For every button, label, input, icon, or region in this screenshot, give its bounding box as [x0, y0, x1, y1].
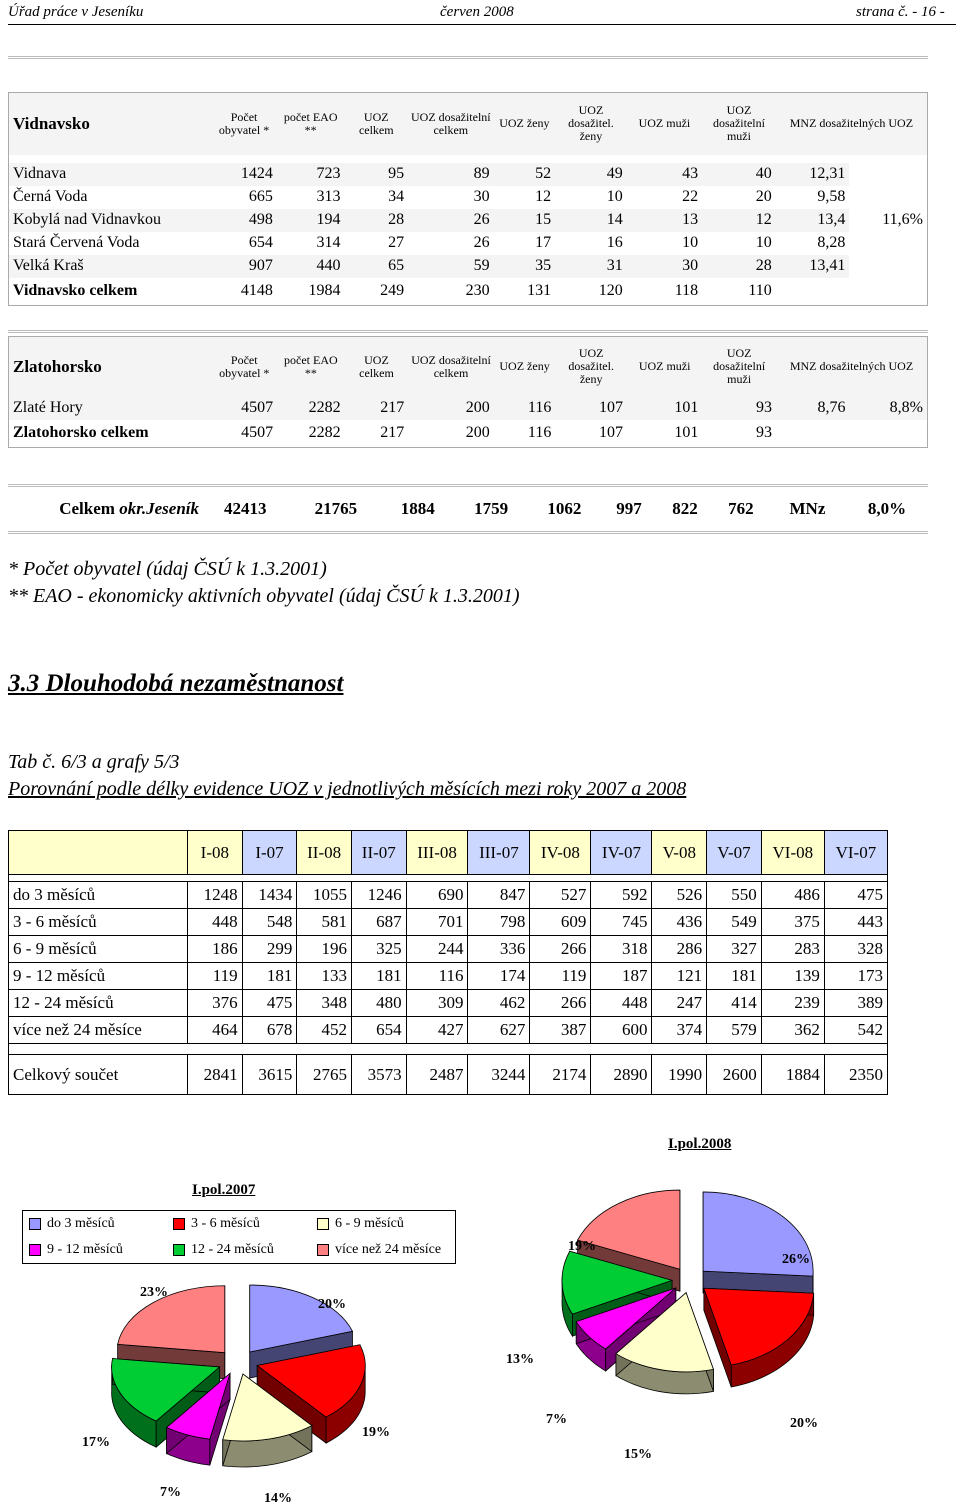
cell: 8,28 [817, 234, 846, 251]
cell: 249 [380, 282, 405, 300]
note-population: * Počet obyvatel (údaj ČSÚ k 1.3.2001) [8, 558, 327, 580]
col-uoz-women: UOZ ženy [499, 359, 550, 374]
cell: 101 [674, 424, 699, 442]
cell: 10 [682, 234, 699, 251]
cell: 89 [473, 165, 490, 182]
cell: 348 [297, 990, 352, 1017]
cell: 314 [316, 234, 341, 251]
cell: 627 [468, 1017, 530, 1044]
pie-data-label: 7% [160, 1485, 181, 1500]
pie-slice [704, 1288, 814, 1387]
col-header: IV-07 [591, 831, 652, 875]
cell: 119 [530, 963, 591, 990]
cell: 475 [242, 990, 297, 1017]
cell: 95 [388, 165, 405, 182]
legend-label: 3 - 6 měsíců [191, 1216, 260, 1231]
cell: 43 [682, 165, 699, 182]
cell: 997 [616, 499, 642, 518]
cell: 34 [388, 188, 405, 205]
cell: 579 [707, 1017, 762, 1044]
col-mnz: MNZ dosažitelných UOZ [789, 116, 914, 131]
cell: 239 [761, 990, 824, 1017]
cell: 1884 [400, 499, 435, 518]
cell: 121 [652, 963, 707, 990]
row-label: 3 - 6 měsíců [9, 909, 188, 936]
cell: 8,8% [889, 399, 923, 416]
cell: 230 [465, 282, 490, 300]
vidnavsko-header-row [9, 93, 928, 155]
col-header: V-08 [652, 831, 707, 875]
table-ref: Tab č. 6/3 a grafy 5/3 [8, 751, 180, 773]
cell: 181 [707, 963, 762, 990]
header-page: strana č. - 16 - [856, 4, 945, 20]
pie-data-label: 23% [140, 1285, 168, 1300]
cell: 687 [351, 909, 406, 936]
vidnavsko-table [8, 92, 928, 306]
cell: 4507 [241, 424, 274, 442]
cell: 723 [316, 165, 341, 182]
col-uoz-avail-men: UOZ dosažitelní muži [712, 103, 765, 144]
row-label: do 3 měsíců [9, 882, 188, 909]
cell: 328 [824, 936, 887, 963]
cell: 486 [761, 882, 824, 909]
cell: 1424 [240, 165, 273, 182]
cell: 654 [351, 1017, 406, 1044]
cell: 1246 [351, 882, 406, 909]
cell: 1884 [761, 1055, 824, 1095]
cell: 1984 [308, 282, 341, 300]
pie-data-label: 20% [318, 1297, 346, 1312]
cell: 4507 [241, 399, 274, 416]
cell: 107 [598, 399, 623, 416]
note-eao: ** EAO - ekonomicky aktivních obyvatel (údaj ČSÚ k 1.3.2001) [8, 585, 520, 607]
cell: 299 [242, 936, 297, 963]
row-label: Zlatohorsko celkem [13, 424, 149, 442]
cell: 313 [316, 188, 341, 205]
cell: 1062 [547, 499, 582, 518]
table-row [9, 963, 888, 990]
cell: 443 [824, 909, 887, 936]
cell: 4148 [240, 282, 273, 300]
cell: 452 [297, 1017, 352, 1044]
pie-data-label: 26% [782, 1252, 810, 1267]
col-mnz: MNZ dosažitelných UOZ [789, 359, 914, 374]
row-label: Kobylá nad Vidnavkou [13, 211, 162, 228]
table-row [9, 990, 888, 1017]
cell: 527 [530, 882, 591, 909]
cell: 798 [468, 909, 530, 936]
zlatohorsko-header-row [9, 337, 928, 397]
legend-label: 12 - 24 měsíců [191, 1242, 274, 1257]
cell: 389 [824, 990, 887, 1017]
cell: 462 [468, 990, 530, 1017]
cell: 3573 [351, 1055, 406, 1095]
cell: 2890 [591, 1055, 652, 1095]
col-population: Počet obyvatel * [219, 352, 270, 380]
pie-data-label: 7% [546, 1412, 567, 1427]
cell: 3244 [468, 1055, 530, 1095]
row-label: 12 - 24 měsíců [9, 990, 188, 1017]
cell: 20 [755, 188, 772, 205]
row-label: 9 - 12 měsíců [9, 963, 188, 990]
cell: 8,76 [817, 399, 846, 416]
cell: 464 [188, 1017, 243, 1044]
cell: 131 [527, 282, 552, 300]
cell: 2841 [188, 1055, 243, 1095]
col-header: III-07 [468, 831, 530, 875]
cell: 2174 [530, 1055, 591, 1095]
legend-label: do 3 měsíců [47, 1216, 115, 1231]
cell: 101 [674, 399, 699, 416]
total-row [9, 278, 928, 306]
duration-header-row [9, 831, 888, 875]
cell: 13 [682, 211, 699, 228]
cell: 30 [682, 257, 699, 274]
chart-title-2008: I.pol.2008 [668, 1136, 732, 1152]
pie-data-label: 20% [790, 1416, 818, 1431]
cell: 440 [316, 257, 341, 274]
col-header: I-08 [188, 831, 243, 875]
cell: 362 [761, 1017, 824, 1044]
pie-data-label: 17% [82, 1435, 110, 1450]
col-header: I-07 [242, 831, 297, 875]
cell: 376 [188, 990, 243, 1017]
section-title: 3.3 Dlouhodobá nezaměstnanost [8, 670, 344, 697]
cell: 548 [242, 909, 297, 936]
cell: 17 [535, 234, 552, 251]
cell: 116 [527, 399, 552, 416]
cell: 1248 [188, 882, 243, 909]
cell: 217 [380, 399, 405, 416]
cell: 26 [473, 211, 490, 228]
cell: 822 [672, 499, 698, 518]
cell: 30 [473, 188, 490, 205]
okres-total-table [8, 484, 928, 534]
cell: 12,31 [809, 165, 846, 182]
cell: 26 [473, 234, 490, 251]
okres-label [8, 486, 200, 533]
cell: 118 [674, 282, 699, 300]
table-row [9, 882, 888, 909]
cell: 266 [530, 990, 591, 1017]
rule [8, 330, 928, 333]
cell: 15 [535, 211, 552, 228]
cell: 13,4 [817, 211, 846, 228]
cell: 3615 [242, 1055, 297, 1095]
table-title: Porovnání podle délky evidence UOZ v jednotlivých měsících mezi roky 2007 a 2008 [8, 778, 687, 800]
cell: 173 [824, 963, 887, 990]
cell: 12 [535, 188, 552, 205]
cell: 120 [598, 282, 623, 300]
cell: 526 [652, 882, 707, 909]
okres-label-b: okr.Jeseník [119, 499, 199, 518]
table-row [9, 909, 888, 936]
cell: 49 [606, 165, 623, 182]
cell: 847 [468, 882, 530, 909]
col-uoz-avail: UOZ dosažitelní celkem [410, 109, 491, 137]
cell: 907 [248, 257, 273, 274]
cell: 690 [406, 882, 468, 909]
cell: 325 [351, 936, 406, 963]
cell: 28 [388, 211, 405, 228]
cell: 475 [824, 882, 887, 909]
total-row [9, 420, 928, 448]
pie-data-label: 19% [568, 1239, 596, 1254]
duration-table [8, 830, 888, 1095]
cell: 592 [591, 882, 652, 909]
pie-data-label: 14% [264, 1491, 292, 1506]
cell: 762 [728, 499, 754, 518]
cell: 181 [351, 963, 406, 990]
legend-label: více než 24 měsíce [335, 1242, 442, 1257]
cell: 244 [406, 936, 468, 963]
zlatohorsko-title: Zlatohorsko [13, 356, 102, 376]
cell: 28 [755, 257, 772, 274]
cell: 542 [824, 1017, 887, 1044]
cell: 133 [297, 963, 352, 990]
col-uoz-avail-women: UOZ dosažitel. ženy [568, 103, 614, 144]
cell: 448 [188, 909, 243, 936]
zlatohorsko-table [8, 336, 928, 448]
cell: 93 [756, 399, 773, 416]
cell: 2487 [406, 1055, 468, 1095]
cell: 1990 [652, 1055, 707, 1095]
col-uoz-total: UOZ celkem [358, 109, 394, 137]
col-eao: počet EAO ** [284, 352, 338, 380]
cell: 59 [473, 257, 490, 274]
cell: 327 [707, 936, 762, 963]
cell: 2350 [824, 1055, 887, 1095]
row-label: Stará Červená Voda [13, 234, 140, 251]
cell: 549 [707, 909, 762, 936]
cell: 309 [406, 990, 468, 1017]
cell: 12 [755, 211, 772, 228]
cell: 283 [761, 936, 824, 963]
legend-label: 6 - 9 měsíců [335, 1216, 404, 1231]
col-header: II-07 [351, 831, 406, 875]
corner-cell [9, 831, 188, 875]
cell: 200 [465, 424, 490, 442]
table-row [9, 1017, 888, 1044]
okres-total-row [8, 486, 928, 533]
col-header: VI-07 [824, 831, 887, 875]
cell: 609 [530, 909, 591, 936]
cell: 1434 [242, 882, 297, 909]
duration-total-row [9, 1055, 888, 1095]
table-row [9, 209, 928, 232]
row-label: 6 - 9 měsíců [9, 936, 188, 963]
table-row [9, 936, 888, 963]
cell: 318 [591, 936, 652, 963]
row-label: Velká Kraš [13, 257, 84, 274]
cell: 436 [652, 909, 707, 936]
cell: 375 [761, 909, 824, 936]
legend-label: 9 - 12 měsíců [47, 1242, 123, 1257]
cell: 374 [652, 1017, 707, 1044]
table-row [9, 397, 928, 420]
row-label: Vidnava [13, 165, 67, 182]
cell: 336 [468, 936, 530, 963]
vidnavsko-title: Vidnavsko [13, 113, 90, 133]
cell: 174 [468, 963, 530, 990]
cell: 110 [748, 282, 772, 300]
col-uoz-women: UOZ ženy [499, 116, 550, 131]
col-header: IV-08 [530, 831, 591, 875]
cell: 186 [188, 936, 243, 963]
col-header: III-08 [406, 831, 468, 875]
okres-rate: 8,0% [867, 499, 907, 518]
pie-slice [703, 1192, 813, 1298]
table-row [9, 186, 928, 209]
pie-data-label: 15% [624, 1447, 652, 1462]
col-header: II-08 [297, 831, 352, 875]
cell: 93 [756, 424, 773, 442]
cell: 600 [591, 1017, 652, 1044]
pie-data-label: 19% [362, 1425, 390, 1440]
header-office: Úřad práce v Jeseníku [8, 4, 144, 20]
cell: 217 [380, 424, 405, 442]
cell: 414 [707, 990, 762, 1017]
cell: 498 [248, 211, 273, 228]
cell: 10 [755, 234, 772, 251]
cell: 40 [755, 165, 772, 182]
cell: 21765 [314, 499, 358, 518]
header-date: červen 2008 [440, 4, 514, 20]
col-uoz-total: UOZ celkem [359, 352, 394, 380]
cell: 2765 [297, 1055, 352, 1095]
cell: 187 [591, 963, 652, 990]
cell: 52 [535, 165, 552, 182]
cell: 42413 [224, 499, 267, 518]
cell: 116 [406, 963, 468, 990]
cell: 266 [530, 936, 591, 963]
cell: 387 [530, 1017, 591, 1044]
cell: 480 [351, 990, 406, 1017]
cell: 247 [652, 990, 707, 1017]
cell: 116 [527, 424, 552, 442]
cell: 22 [682, 188, 699, 205]
cell: 181 [242, 963, 297, 990]
cell: 2282 [308, 399, 341, 416]
table-row [9, 163, 928, 186]
cell: 14 [606, 211, 623, 228]
col-population: Počet obyvatel * [218, 109, 270, 137]
cell: 194 [316, 211, 341, 228]
table-row [9, 232, 928, 255]
cell: 9,58 [817, 188, 846, 205]
cell: 581 [297, 909, 352, 936]
cell: 10 [606, 188, 623, 205]
cell: 448 [591, 990, 652, 1017]
cell: 107 [598, 424, 623, 442]
rule [8, 56, 928, 59]
cell: 35 [535, 257, 552, 274]
col-header: V-07 [707, 831, 762, 875]
cell: 13,41 [809, 257, 846, 274]
cell: 139 [761, 963, 824, 990]
row-label: Vidnavsko celkem [13, 282, 138, 300]
col-uoz-men: UOZ muži [638, 359, 691, 374]
cell: 2600 [707, 1055, 762, 1095]
cell: 678 [242, 1017, 297, 1044]
cell: 200 [465, 399, 490, 416]
cell: 550 [707, 882, 762, 909]
col-header: VI-08 [761, 831, 824, 875]
pie-charts [0, 1100, 960, 1506]
row-label: více než 24 měsíce [9, 1017, 188, 1044]
row-label: Zlaté Hory [13, 399, 83, 416]
col-uoz-avail-men: UOZ dosažitelní muži [713, 346, 766, 387]
cell: 1055 [297, 882, 352, 909]
cell: 1759 [474, 499, 509, 518]
col-uoz-men: UOZ muži [638, 116, 691, 131]
col-eao: počet EAO ** [283, 109, 338, 137]
cell: MNz [789, 499, 826, 518]
header-rule [8, 24, 956, 25]
row-label: Celkový součet [9, 1055, 188, 1095]
okres-label-a: Celkem [59, 499, 120, 518]
vidnavsko-rate: 11,6% [849, 209, 927, 232]
cell: 27 [388, 234, 405, 251]
cell: 119 [188, 963, 243, 990]
chart-title-2007: I.pol.2007 [192, 1182, 256, 1198]
col-uoz-avail: UOZ dosažitelní celkem [411, 352, 491, 380]
cell: 16 [606, 234, 623, 251]
cell: 286 [652, 936, 707, 963]
cell: 31 [606, 257, 623, 274]
pie-data-label: 13% [506, 1352, 534, 1367]
cell: 196 [297, 936, 352, 963]
cell: 701 [406, 909, 468, 936]
cell: 745 [591, 909, 652, 936]
cell: 2282 [308, 424, 341, 442]
cell: 665 [248, 188, 273, 205]
row-label: Černá Voda [13, 188, 88, 205]
cell: 65 [388, 257, 405, 274]
cell: 427 [406, 1017, 468, 1044]
table-row [9, 255, 928, 278]
col-uoz-avail-women: UOZ dosažitel. ženy [568, 346, 614, 387]
cell: 654 [248, 234, 273, 251]
